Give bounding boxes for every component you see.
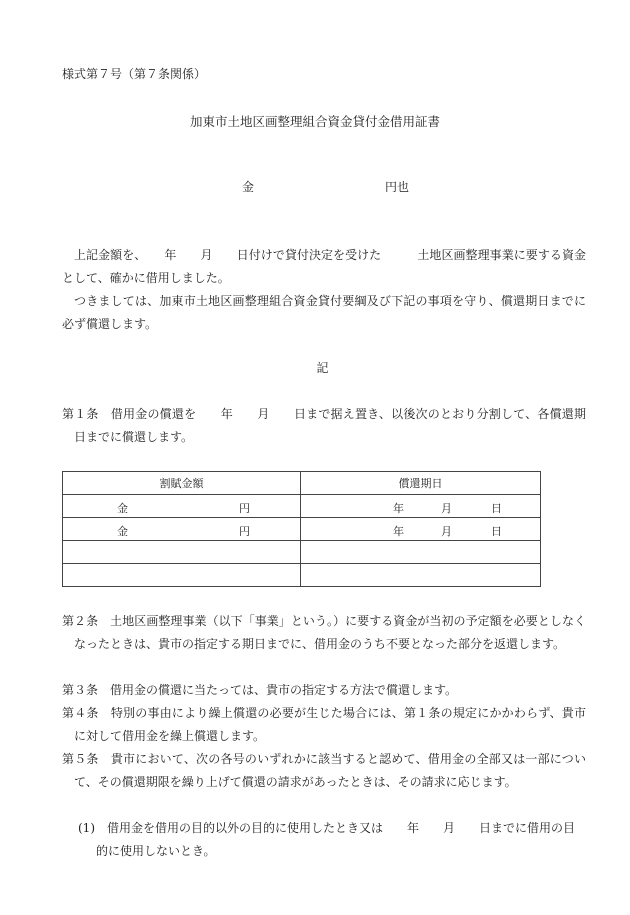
table-row [63, 541, 541, 564]
yen-label: 円 [239, 502, 250, 515]
year-label: 年 [393, 525, 404, 538]
day-label: 日 [491, 525, 502, 538]
table-row [63, 495, 541, 518]
amount-yen-label: 円也 [385, 180, 410, 194]
document-title: 加東市土地区画整理組合資金貸付金借用証書 [189, 114, 440, 129]
kin-label: 金 [117, 502, 128, 515]
date-cell [301, 518, 541, 541]
date-cell [301, 541, 541, 564]
amount-cell [63, 541, 301, 564]
header-repayment-date: 償還期日 [301, 472, 541, 495]
table-row [63, 518, 541, 541]
table-header-row [63, 472, 541, 495]
repayment-schedule-table [62, 471, 541, 587]
paragraph-compliance: つきましては、加東市土地区画整理組合資金貸付要綱及び下記の事項を守り、償還期日までに必ず償還します。 [62, 294, 586, 331]
article-2: 第２条 土地区画整理事業（以下「事業」という。）に要する資金が当初の予定額を必要としなくなったときは、貴市の指定する期日までに、借用金のうち不要となった部分を返還します。 [62, 614, 586, 651]
kin-label: 金 [117, 525, 128, 538]
article-5: 第５条 貴市において、次の各号のいずれかに該当すると認めて、借用金の全部又は一部について、その償還期限を繰り上げて償還の請求があったときは、その請求に応じます。 [62, 752, 586, 789]
amount-kin-label: 金 [242, 180, 255, 194]
article-4: 第４条 特別の事由により繰上償還の必要が生じた場合には、第１条の規定にかかわらず、貴市に対して借用金を繰上償還します。 [62, 706, 586, 743]
article-1: 第１条 借用金の償還を 年 月 日まで据え置き、以後次のとおり分割して、各償還期日までに償還します。 [62, 407, 586, 444]
article-3: 第３条 借用金の償還に当たっては、貴市の指定する方法で償還します。 [62, 683, 458, 697]
form-number: 様式第７号（第７条関係） [62, 67, 207, 81]
amount-cell [63, 564, 301, 587]
yen-label: 円 [239, 525, 250, 538]
header-installment-amount: 割賦金額 [63, 472, 301, 495]
ki-heading: 記 [316, 361, 329, 375]
table-row [63, 564, 541, 587]
date-cell [301, 564, 541, 587]
paragraph-borrowing: 上記金額を、 年 月 日付けで貸付決定を受けた 土地区画整理事業に要する資金として、確かに借用しました。 [62, 248, 586, 285]
year-label: 年 [393, 502, 404, 515]
day-label: 日 [491, 502, 502, 515]
month-label: 月 [441, 502, 452, 515]
amount-cell [63, 495, 301, 518]
article-5-item-1: (1) 借用金を借用の目的以外の目的に使用したとき又は 年 月 日までに借用の目的に使用しないとき。 [78, 821, 576, 858]
month-label: 月 [441, 525, 452, 538]
amount-cell [63, 518, 301, 541]
date-cell [301, 495, 541, 518]
